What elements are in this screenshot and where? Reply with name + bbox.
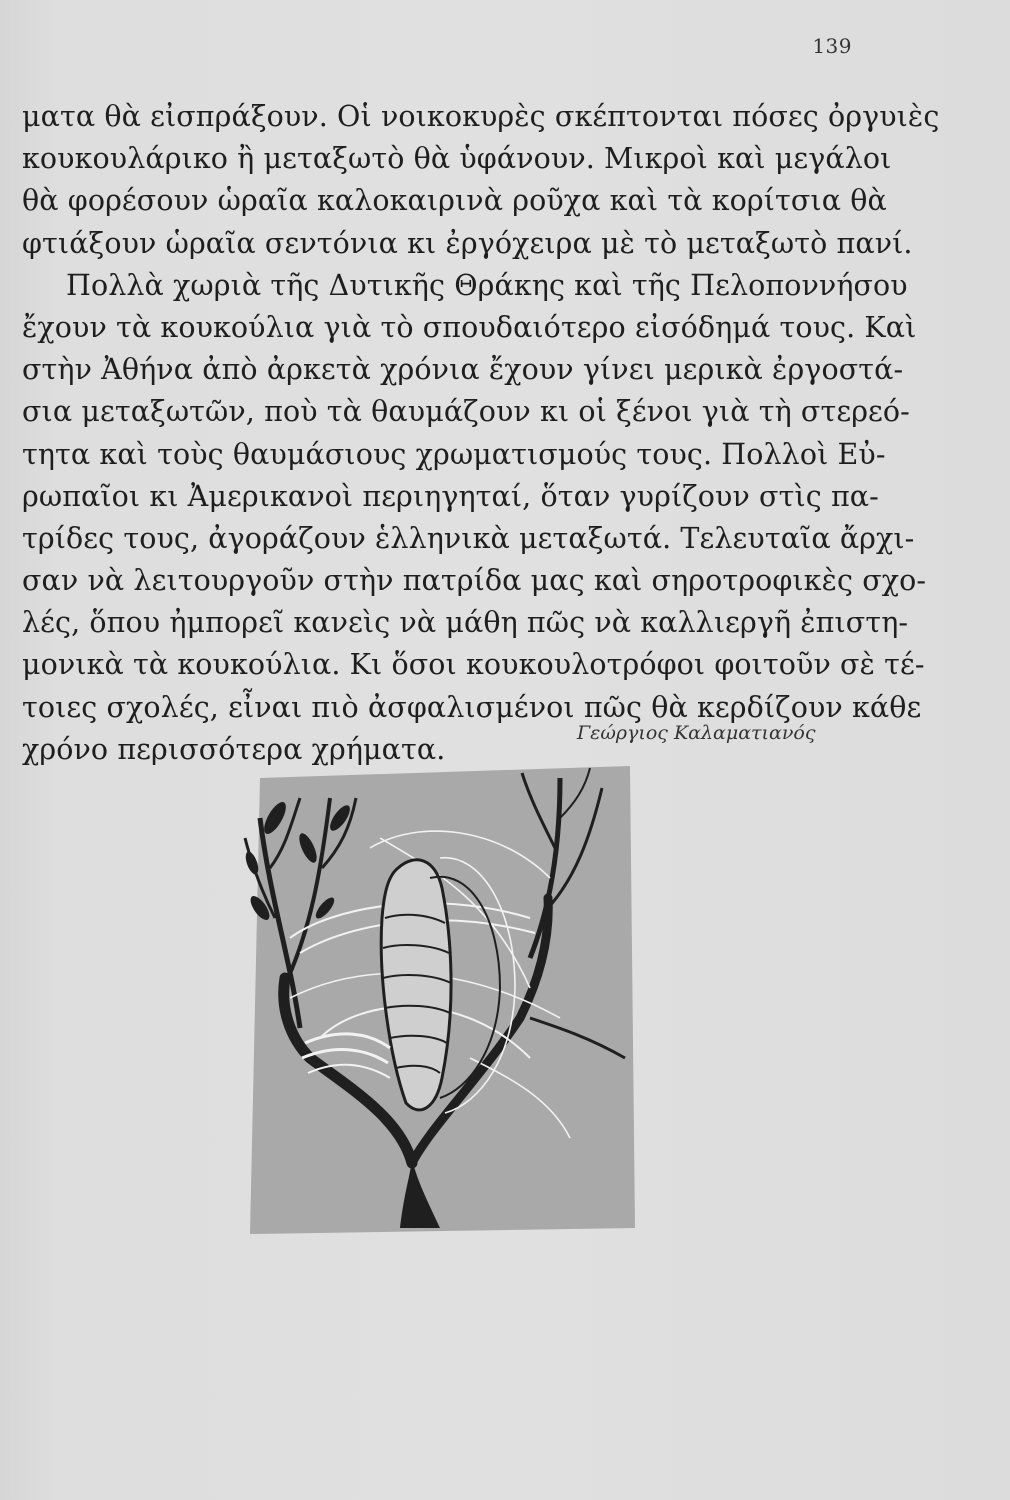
text-line: στὴν Ἀθήνα ἀπὸ ἀρκετὰ χρόνια ἔχουν γίνει μερικὰ ἐργοστά-	[22, 353, 904, 387]
text-line: λές, ὅπου ἠμπορεῖ κανεὶς νὰ μάθη πῶς νὰ καλλιεργῆ ἐπιστη-	[22, 606, 909, 640]
author-signature: Γεώργιος Καλαματιανός	[577, 722, 816, 744]
text-line: ἔχουν τὰ κουκούλια γιὰ τὸ σπουδαιότερο εἰσόδημά τους. Καὶ	[22, 310, 917, 344]
text-line: θὰ φορέσουν ὡραῖα καλοκαιρινὰ ροῦχα καὶ τὰ κορίτσια θὰ	[22, 184, 887, 218]
text-line: τρίδες τους, ἀγοράζουν ἑλληνικὰ μεταξωτά. Τελευταῖα ἄρχι-	[22, 521, 915, 555]
text-line: μονικὰ τὰ κουκούλια. Κι ὅσοι κουκουλοτρόφοι φοιτοῦν σὲ τέ-	[22, 648, 925, 682]
text-line: κουκουλάρικο ἢ μεταξωτὸ θὰ ὑφάνουν. Μικροὶ καὶ μεγάλοι	[22, 142, 892, 176]
text-line: φτιάξουν ὡραῖα σεντόνια κι ἐργόχειρα μὲ τὸ μεταξωτὸ πανί.	[22, 226, 913, 260]
text-line: τοιες σχολές, εἶναι πιὸ ἀσφαλισμένοι πῶς θὰ κερδίζουν κάθε	[22, 690, 922, 724]
text-line: ρωπαῖοι κι Ἀμερικανοὶ περιηγηταί, ὅταν γυρίζουν στὶς πα-	[22, 479, 879, 513]
page-number: 139	[812, 34, 852, 58]
text-line: σια μεταξωτῶν, ποὺ τὰ θαυμάζουν κι οἱ ξένοι γιὰ τὴ στερεό-	[22, 395, 910, 429]
text-line: ματα θὰ εἰσπράξουν. Οἱ νοικοκυρὲς σκέπτονται πόσες ὀργυιὲς	[22, 100, 940, 133]
silkworm-cocoon-illustration	[230, 758, 640, 1238]
text-line: χρόνο περισσότερα χρήματα.	[22, 732, 446, 766]
body-text	[22, 96, 940, 771]
paragraph-1	[22, 96, 940, 265]
text-line: τητα καὶ τοὺς θαυμάσιους χρωματισμούς τους. Πολλοὶ Εὐ-	[22, 437, 886, 471]
text-line: Πολλὰ χωριὰ τῆς Δυτικῆς Θράκης καὶ τῆς Πελοποννήσου	[66, 268, 908, 302]
paragraph-2	[22, 265, 927, 771]
text-line: σαν νὰ λειτουργοῦν στὴν πατρίδα μας καὶ σηροτροφικὲς σχο-	[22, 564, 927, 598]
